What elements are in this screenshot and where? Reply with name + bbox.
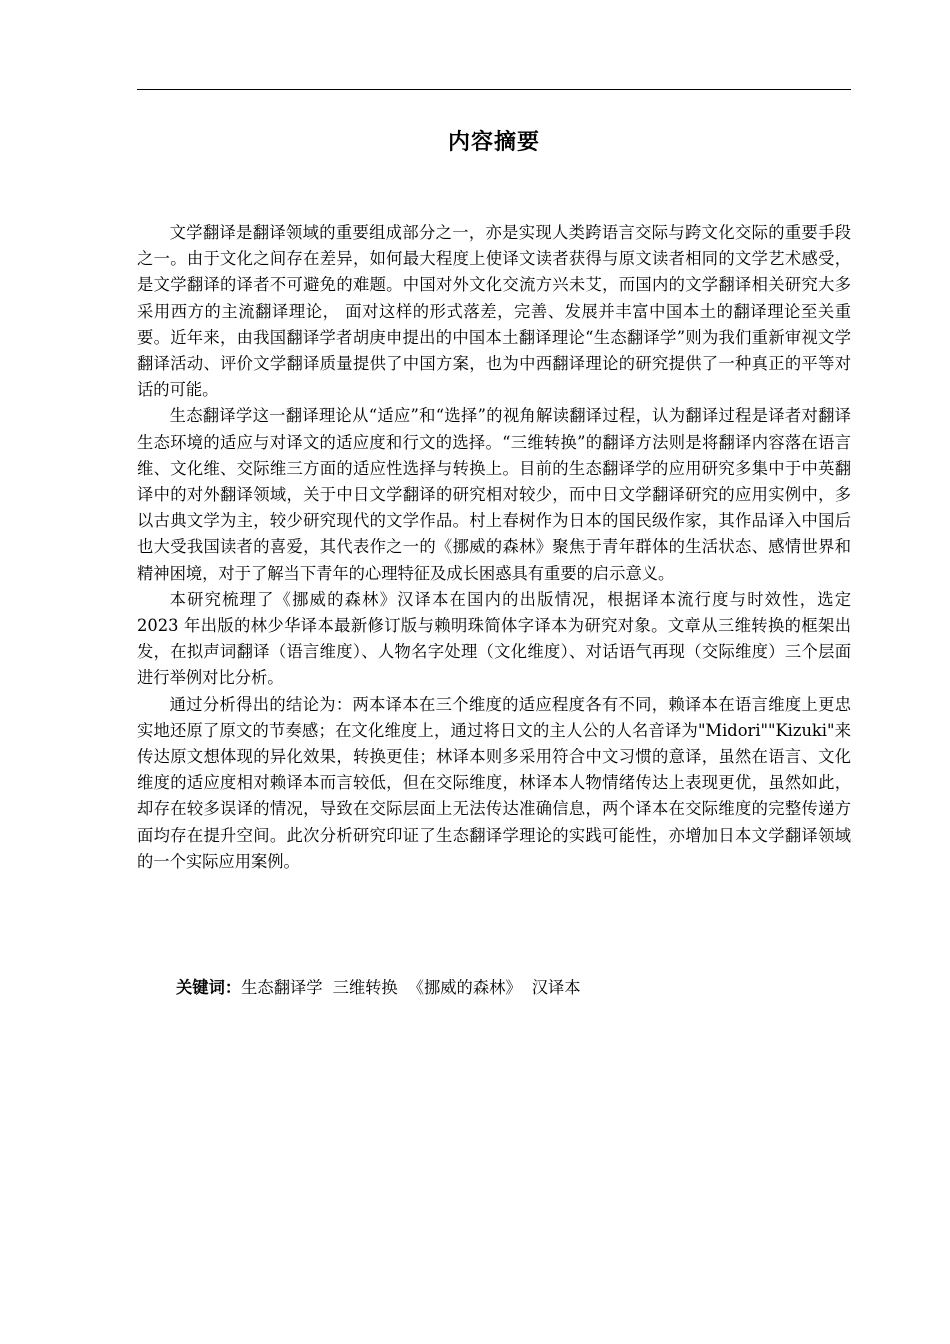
keyword-item: 《挪威的森林》 xyxy=(407,978,522,997)
keyword-item: 汉译本 xyxy=(531,978,581,997)
paragraph-4: 通过分析得出的结论为：两本译本在三个维度的适应程度各有不同，赖译本在语言维度上更忠实地还原了原文的节奏感；在文化维度上，通过将日文的主人公的人名音译为"Midori""Kizuki"来传达原文想体现的异化效果，转换更佳；林译本则多采用符合中文习惯的意译，虽然在语言、文化维度的适应度相对赖译本而言较低，但在交际维度，林译本人物情绪传达上表现更优，虽然如此，却存在较多误译的情况，导致在交际层面上无法传达准确信息，两个译本在交际维度的完整传递方面均存在提升空间。此次分析研究印证了生态翻译学理论的实践可能性，亦增加日本文学翻译领域的一个实际应用案例。 xyxy=(137,694,851,871)
abstract-body xyxy=(137,220,851,875)
page-title: 内容摘要 xyxy=(447,130,540,155)
keywords-label: 关键词： xyxy=(176,978,242,997)
keywords-line xyxy=(176,975,851,1001)
header-rule xyxy=(137,89,851,90)
keyword-item: 生态翻译学 xyxy=(241,978,323,997)
paragraph-2: 生态翻译学这一翻译理论从“适应”和“选择”的视角解读翻译过程，认为翻译过程是译者对翻译生态环境的适应与对译文的适应度和行文的选择。“三维转换”的翻译方法则是将翻译内容落在语言维、文化维、交际维三方面的适应性选择与转换上。目前的生态翻译学的应用研究多集中于中英翻译中的对外翻译领域，关于中日文学翻译的研究相对较少，而中日文学翻译研究的应用实例中，多以古典文学为主，较少研究现代的文学作品。村上春树作为日本的国民级作家，其作品译入中国后也大受我国读者的喜爱，其代表作之一的《挪威的森林》聚焦于青年群体的生活状态、感情世界和精神困境，对于了解当下青年的心理特征及成长困惑具有重要的启示意义。 xyxy=(137,406,851,583)
keyword-item: 三维转换 xyxy=(332,978,398,997)
paragraph-1: 文学翻译是翻译领域的重要组成部分之一，亦是实现人类跨语言交际与跨文化交际的重要手段之一。由于文化之间存在差异，如何最大程度上使译文读者获得与原文读者相同的文学艺术感受，是文学翻译的译者不可避免的难题。中国对外文化交流方兴未艾，而国内的文学翻译相关研究大多采用西方的主流翻译理论， 面对这样的形式落差，完善、发展并丰富中国本土的翻译理论至关重要。近年来，由我国翻译学者胡庚申提出的中国本土翻译理论“生态翻译学”则为我们重新审视文学翻译活动、评价文学翻译质量提供了中国方案，也为中西翻译理论的研究提供了一种真正的平等对话的可能。 xyxy=(137,223,851,400)
paragraph-3: 本研究梳理了《挪威的森林》汉译本在国内的出版情况，根据译本流行度与时效性，选定 2023 年出版的林少华译本最新修订版与赖明珠简体字译本为研究对象。文章从三维转换的框架出发，在拟声词翻译（语言维度）、人物名字处理（文化维度）、对话语气再现（交际维度）三个层面进行举例对比分析。 xyxy=(137,589,851,688)
